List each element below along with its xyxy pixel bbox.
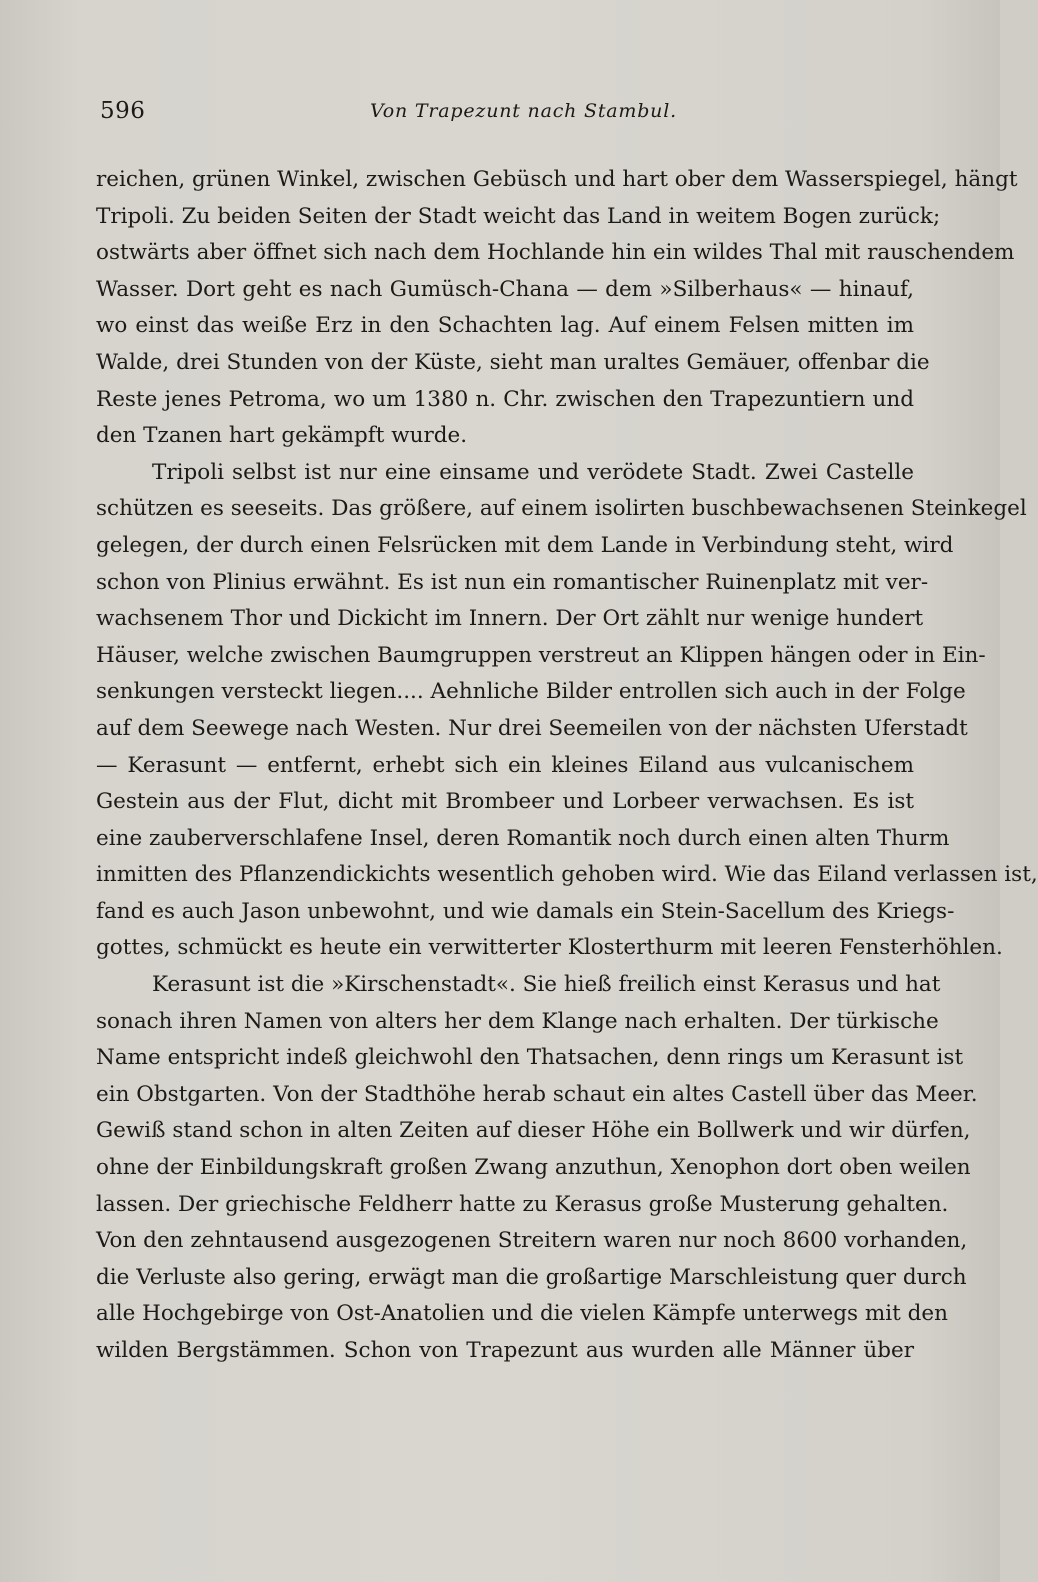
text-line: — Kerasunt — entfernt, erhebt sich ein kleines Eiland aus vulcanischem [96,752,914,778]
text-line: Wasser. Dort geht es nach Gumüsch-Chana — dem »Silberhaus« — hinauf, [96,276,914,302]
text-line: fand es auch Jason unbewohnt, und wie damals ein Stein-Sacellum des Kriegs- [96,898,955,924]
text-line: Kerasunt ist die »Kirschenstadt«. Sie hieß freilich einst Kerasus und hat [152,972,941,998]
text-line: Gestein aus der Flut, dicht mit Brombeer und Lorbeer verwachsen. Es ist [96,789,914,815]
text-line: ein Obstgarten. Von der Stadthöhe herab schaut ein altes Castell über das Meer. [96,1081,978,1107]
paragraph-3 [96,967,978,1370]
text-line: auf dem Seewege nach Westen. Nur drei Seemeilen von der nächsten Uferstadt [96,715,968,741]
running-head: Von Trapezunt nach Stambul. [370,100,677,122]
text-line: Tripoli selbst ist nur eine einsame und verödete Stadt. Zwei Castelle [152,459,914,485]
text-line: Tripoli. Zu beiden Seiten der Stadt weicht das Land in weitem Bogen zurück; [96,203,941,229]
text-line: schon von Plinius erwähnt. Es ist nun ein romantischer Ruinenplatz mit ver- [96,569,929,595]
text-line: lassen. Der griechische Feldherr hatte zu Kerasus große Musterung gehalten. [96,1191,949,1217]
page-number: 596 [100,98,146,124]
text-line: den Tzanen hart gekämpft wurde. [96,423,468,449]
text-line: gelegen, der durch einen Felsrücken mit dem Lande in Verbindung steht, wird [96,532,954,558]
text-line: Name entspricht indeß gleichwohl den Thatsachen, denn rings um Kerasunt ist [96,1045,964,1071]
text-line: alle Hochgebirge von Ost-Anatolien und die vielen Kämpfe unterwegs mit den [96,1301,948,1327]
text-line: die Verluste also gering, erwägt man die großartige Marschleistung quer durch [96,1264,967,1290]
text-line: Von den zehntausend ausgezogenen Streitern waren nur noch 8600 vorhanden, [96,1228,968,1254]
text-line: Gewiß stand schon in alten Zeiten auf dieser Höhe ein Bollwerk und wir dürfen, [96,1118,971,1144]
text-line: wilden Bergstämmen. Schon von Trapezunt aus wurden alle Männer über [96,1338,914,1363]
paragraph-1 [96,162,1018,455]
text-line: reichen, grünen Winkel, zwischen Gebüsch und hart ober dem Wasserspiegel, hängt [96,167,1018,192]
text-line: ostwärts aber öffnet sich nach dem Hochlande hin ein wildes Thal mit rauschendem [96,240,1015,266]
text-line: Walde, drei Stunden von der Küste, sieht man uraltes Gemäuer, offenbar die [96,349,930,375]
text-line: gottes, schmückt es heute ein verwitterter Klosterthurm mit leeren Fensterhöhlen. [96,935,1003,961]
paragraph-2 [96,455,1038,967]
text-line: Häuser, welche zwischen Baumgruppen verstreut an Klippen hängen oder in Ein- [96,642,986,668]
text-line: senkungen versteckt liegen.... Aehnliche Bilder entrollen sich auch in der Folge [96,679,966,705]
text-line: wo einst das weiße Erz in den Schachten lag. Auf einem Felsen mitten im [96,313,914,339]
text-line: ohne der Einbildungskraft großen Zwang anzuthun, Xenophon dort oben weilen [96,1155,971,1181]
text-line: wachsenem Thor und Dickicht im Innern. Der Ort zählt nur wenige hundert [96,606,924,632]
text-line: eine zauberverschlafene Insel, deren Romantik noch durch einen alten Thurm [96,825,950,851]
text-line: schützen es seeseits. Das größere, auf einem isolirten buschbewachsenen Steinkegel [96,496,1027,522]
page-header [100,98,913,130]
text-line: Reste jenes Petroma, wo um 1380 n. Chr. zwischen den Trapezuntiern und [96,386,914,412]
text-line: inmitten des Pflanzendickichts wesentlich gehoben wird. Wie das Eiland verlassen ist, [96,862,1038,888]
body-text [96,162,1038,1370]
text-line: sonach ihren Namen von alters her dem Klange nach erhalten. Der türkische [96,1008,939,1034]
